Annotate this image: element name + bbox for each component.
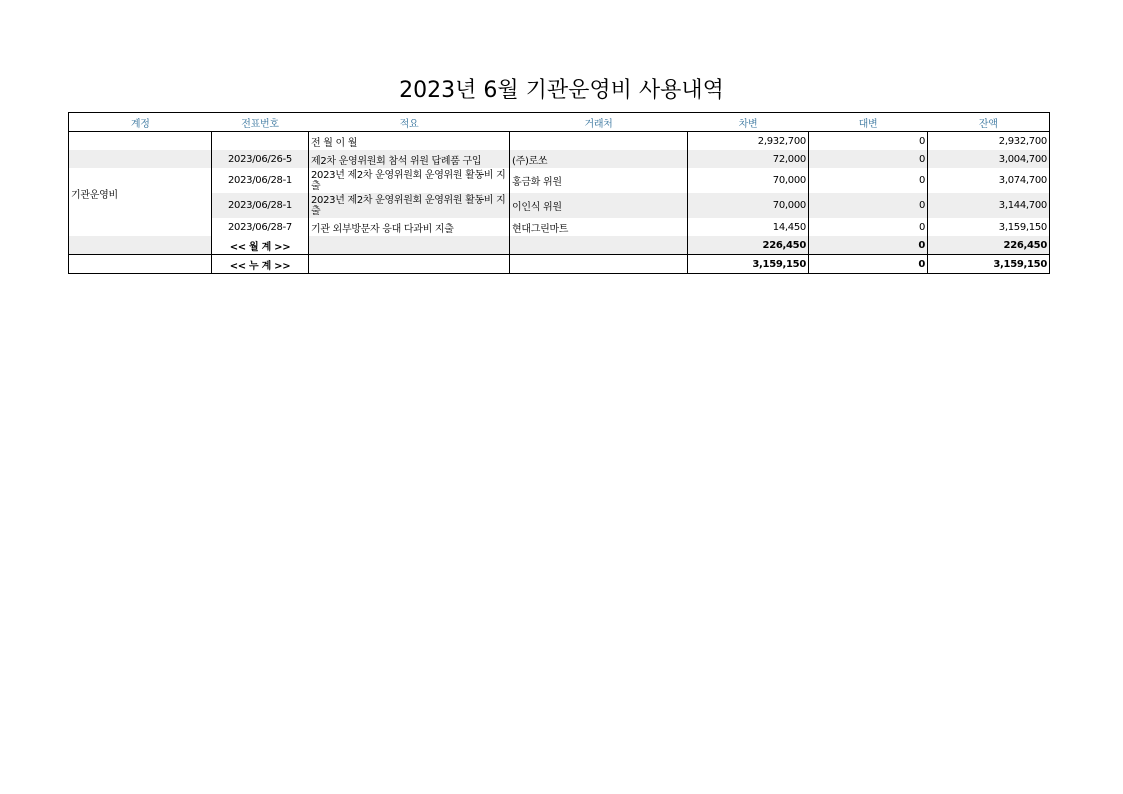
vendor-cell	[510, 132, 688, 151]
account-cell-blank	[69, 236, 212, 255]
vendor-cell: (주)로쏘	[510, 150, 688, 168]
table-row	[69, 168, 1050, 193]
col-header-summary: 적요	[309, 113, 510, 132]
voucher-cell: 2023/06/28-7	[212, 218, 309, 236]
debit-cell: 2,932,700	[688, 132, 809, 151]
cumulative-total-debit: 3,159,150	[688, 255, 809, 274]
page-title: 2023년 6월 기관운영비 사용내역	[399, 78, 724, 103]
voucher-cell: 2023/06/28-1	[212, 193, 309, 218]
table-row	[69, 193, 1050, 218]
balance-cell: 3,144,700	[928, 193, 1050, 218]
voucher-cell	[212, 132, 309, 151]
col-header-balance: 잔액	[928, 113, 1050, 132]
cumulative-total-label: << 누 계 >>	[212, 255, 309, 274]
summary-cell	[309, 236, 510, 255]
vendor-cell: 현대그린마트	[510, 218, 688, 236]
cumulative-total-balance: 3,159,150	[928, 255, 1050, 274]
cumulative-total-credit: 0	[809, 255, 928, 274]
debit-cell: 72,000	[688, 150, 809, 168]
vendor-cell: 이인식 위원	[510, 193, 688, 218]
col-header-credit: 대변	[809, 113, 928, 132]
summary-cell: 전 월 이 월	[309, 132, 510, 151]
col-header-voucher: 전표번호	[212, 113, 309, 132]
balance-cell: 3,074,700	[928, 168, 1050, 193]
credit-cell: 0	[809, 168, 928, 193]
account-cell-blank	[69, 255, 212, 274]
monthly-total-debit: 226,450	[688, 236, 809, 255]
col-header-vendor: 거래처	[510, 113, 688, 132]
table-row	[69, 132, 1050, 151]
monthly-total-row	[69, 236, 1050, 255]
table-row	[69, 150, 1050, 168]
monthly-total-label: << 월 계 >>	[212, 236, 309, 255]
credit-cell: 0	[809, 150, 928, 168]
cumulative-total-row	[69, 255, 1050, 274]
debit-cell: 70,000	[688, 193, 809, 218]
account-cell: 기관운영비	[69, 168, 212, 218]
summary-cell: 2023년 제2차 운영위원회 운영위원 활동비 지출	[309, 193, 510, 218]
debit-cell: 70,000	[688, 168, 809, 193]
summary-cell: 2023년 제2차 운영위원회 운영위원 활동비 지출	[309, 168, 510, 193]
summary-cell: 기관 외부방문자 응대 다과비 지출	[309, 218, 510, 236]
ledger-table	[68, 112, 1050, 274]
monthly-total-balance: 226,450	[928, 236, 1050, 255]
debit-cell: 14,450	[688, 218, 809, 236]
header-row	[69, 113, 1050, 132]
vendor-cell	[510, 255, 688, 274]
credit-cell: 0	[809, 218, 928, 236]
balance-cell: 3,004,700	[928, 150, 1050, 168]
summary-cell	[309, 255, 510, 274]
account-cell-blank	[69, 132, 212, 151]
account-cell-blank	[69, 150, 212, 168]
col-header-account: 계정	[69, 113, 212, 132]
monthly-total-credit: 0	[809, 236, 928, 255]
account-cell-blank	[69, 218, 212, 236]
balance-cell: 3,159,150	[928, 218, 1050, 236]
table-row	[69, 218, 1050, 236]
voucher-cell: 2023/06/26-5	[212, 150, 309, 168]
summary-cell: 제2차 운영위원회 참석 위원 답례품 구입	[309, 150, 510, 168]
credit-cell: 0	[809, 132, 928, 151]
col-header-debit: 차변	[688, 113, 809, 132]
balance-cell: 2,932,700	[928, 132, 1050, 151]
vendor-cell	[510, 236, 688, 255]
voucher-cell: 2023/06/28-1	[212, 168, 309, 193]
credit-cell: 0	[809, 193, 928, 218]
vendor-cell: 홍금화 위원	[510, 168, 688, 193]
